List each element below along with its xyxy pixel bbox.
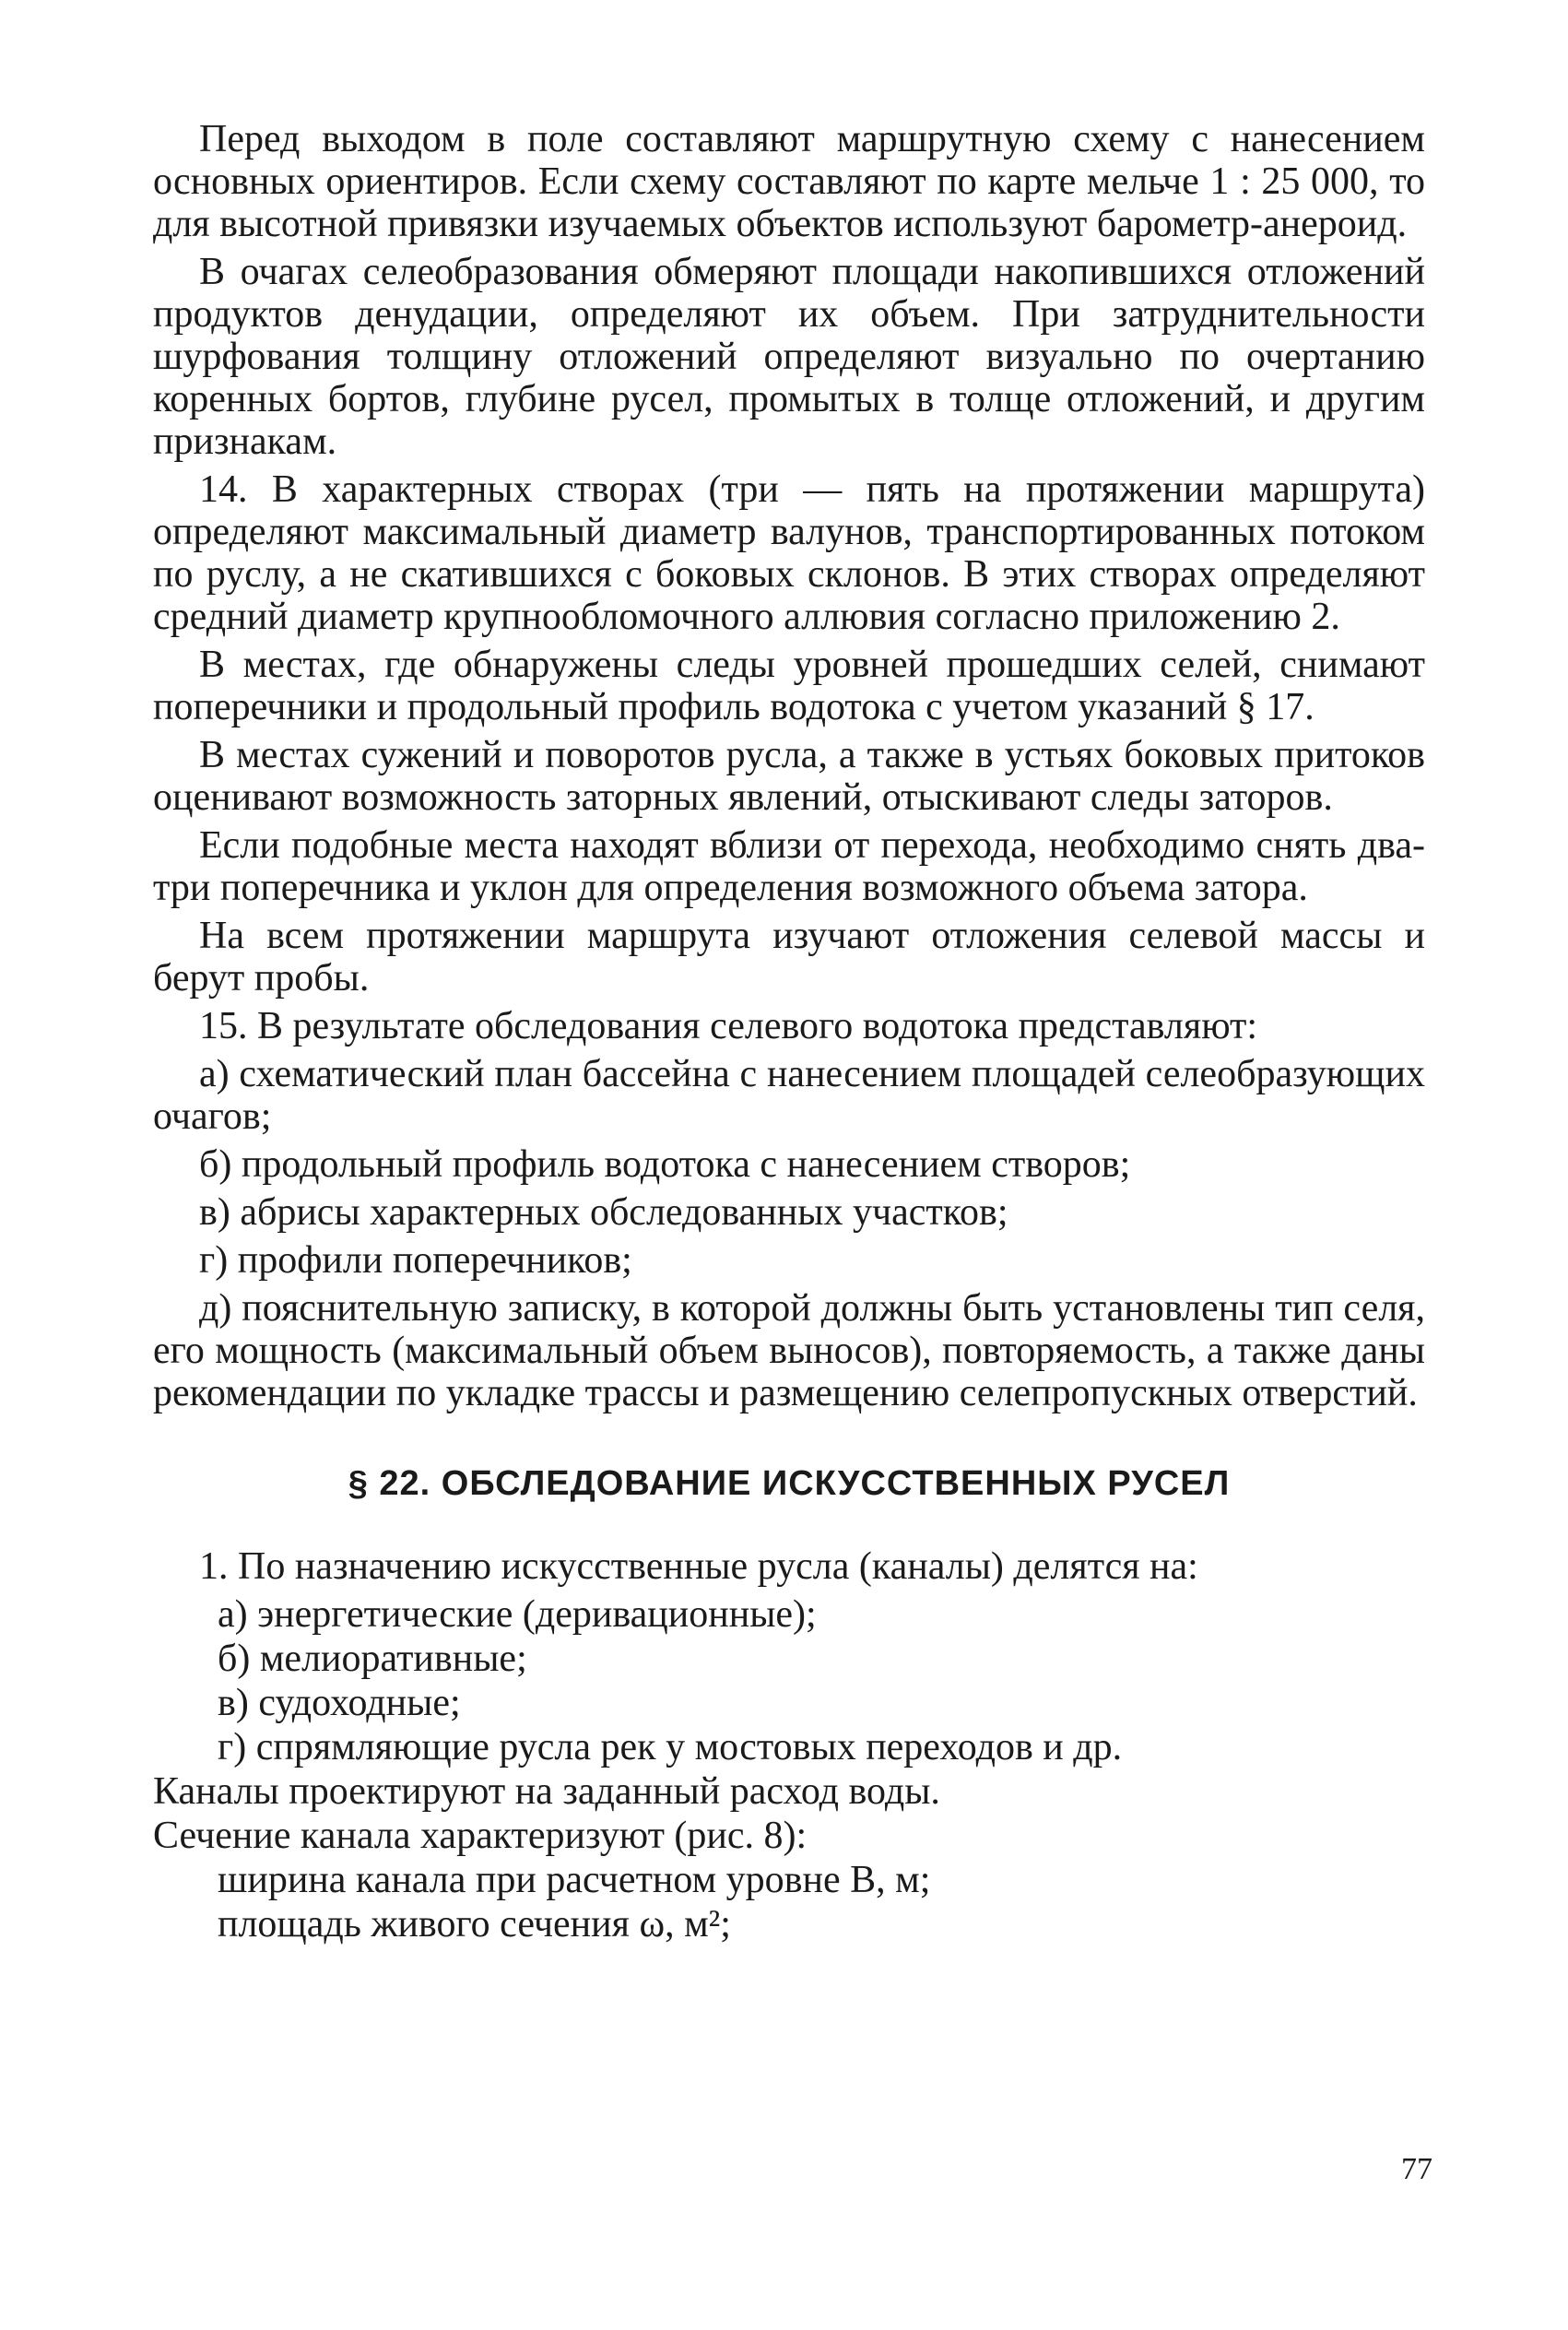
list-item: б) продольный профиль водотока с нанесением створов; <box>199 1143 1131 1186</box>
page-number: 77 <box>1401 2152 1432 2186</box>
paragraph: Сечение канала характеризуют (рис. 8): <box>153 1815 808 1857</box>
list-item: д) пояснительную записку, в которой должны быть установлены тип селя, его мощность (максимальный объем выносов), повторяемость, а также даны рекомендации по укладке трассы и размещению селепропускных отверстий. <box>153 1287 1425 1414</box>
paragraph: Каналы проектируют на заданный расход воды. <box>153 1770 940 1813</box>
section-title: § 22. ОБСЛЕДОВАНИЕ ИСКУССТВЕННЫХ РУСЕЛ <box>348 1464 1231 1503</box>
list-item: в) абрисы характерных обследованных участков; <box>199 1191 1008 1234</box>
paragraph: 14. В характерных створах (три — пять на протяжении маршрута) определяют максимальный диаметр валунов, транспортированных потоком по руслу, а не скатившихся с боковых склонов. В этих створах определяют средний диаметр крупнообломочного аллювия согласно приложению 2. <box>153 468 1425 638</box>
list-item: а) энергетические (деривационные); <box>218 1593 817 1636</box>
paragraph: В очагах селеобразования обмеряют площади накопившихся отложений продуктов денудации, определяют их объем. При затруднительности шурфования толщину отложений определяют визуально по очертанию коренных бортов, глубине русел, промытых в толще отложений, и другим признакам. <box>153 251 1425 463</box>
paragraph: В местах, где обнаружены следы уровней прошедших селей, снимают поперечники и продольный профиль водотока с учетом указаний § 17. <box>153 644 1425 728</box>
list-item: ширина канала при расчетном уровне B, м; <box>218 1859 931 1901</box>
paragraph: В местах сужений и поворотов русла, а также в устьях боковых притоков оценивают возможность заторных явлений, отыскивают следы заторов. <box>153 734 1425 819</box>
list-item: г) профили поперечников; <box>199 1239 632 1282</box>
text-body <box>153 118 1425 1947</box>
paragraph: 15. В результате обследования селевого водотока представляют: <box>199 1005 1258 1047</box>
paragraph: На всем протяжении маршрута изучают отложения селевой массы и берут пробы. <box>153 915 1425 999</box>
list-item: г) спрямляющие русла рек у мостовых переходов и др. <box>218 1726 1123 1768</box>
paragraph: Если подобные места находят вблизи от перехода, необходимо снять два-три поперечника и уклон для определения возможного объема затора. <box>153 824 1425 909</box>
paragraph: Перед выходом в поле составляют маршрутную схему с нанесением основных ориентиров. Если схему составляют по карте мельче 1 : 25 000, то для высотной привязки изучаемых объектов используют барометр-анероид. <box>153 118 1425 245</box>
section-intro: 1. По назначению искусственные русла (каналы) делятся на: <box>199 1545 1198 1588</box>
list-item: площадь живого сечения ω, м²; <box>218 1903 731 1946</box>
list-item: в) судоходные; <box>218 1682 461 1724</box>
list-item: б) мелиоративные; <box>218 1638 527 1680</box>
list-item: а) схематический план бассейна с нанесением площадей селеобразующих очагов; <box>153 1053 1425 1138</box>
